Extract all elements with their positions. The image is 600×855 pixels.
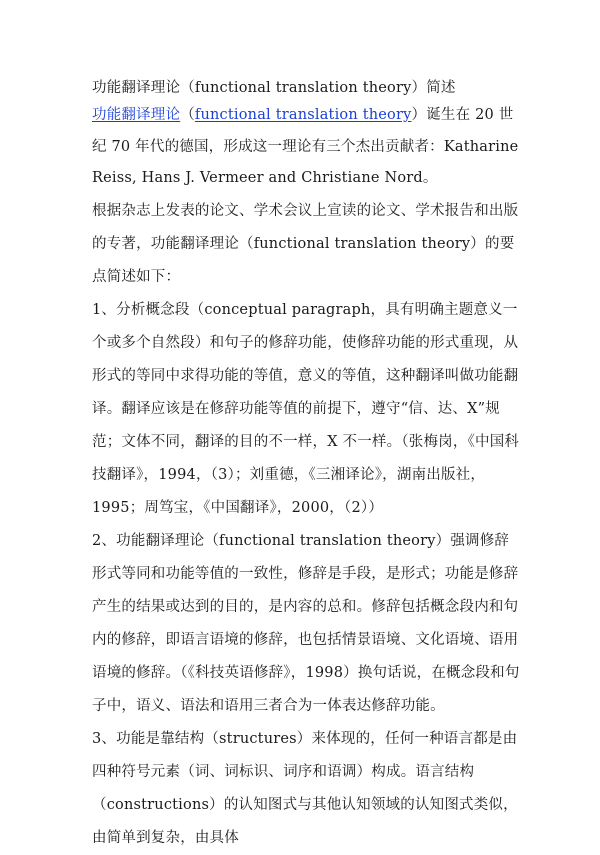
functional-translation-theory-link-en[interactable]: functional translation theory — [194, 107, 412, 123]
summary-intro-paragraph: 根据杂志上发表的论文、学术会议上宣读的论文、学术报告和出版的专著，功能翻译理论（functional translation theory）的要点简述如下： — [92, 202, 519, 285]
intro-paren-open: （ — [180, 107, 195, 123]
point-2-paragraph: 2、功能翻译理论（functional translation theory）强调修辞形式等同和功能等值的一致性，修辞是手段，是形式；功能是修辞产生的结果或达到的目的，是内容的总和。修辞包括概念段内和句内的修辞，即语言语境的修辞，也包括情景语境、文化语境、语用语境的修辞。（《科技英语修辞》，1998）换句话说，在概念段和句子中，语义、语法和语用三者合为一体表达修辞功能。 — [92, 532, 520, 714]
intro-paragraph — [92, 100, 522, 195]
intro-rest: ）诞生在 20 世纪 70 年代的德国，形成这一理论有三个杰出贡献者：Katharine Reiss, Hans J. Vermeer and Christiane Nord。 — [92, 107, 519, 186]
document-page — [92, 78, 522, 855]
document-title: 功能翻译理论（functional translation theory）简述 — [92, 80, 456, 96]
point-3-paragraph: 3、功能是靠结构（structures）来体现的，任何一种语言都是由四种符号元素（词、词标识、词序和语调）构成。语言结构（constructions）的认知图式与其他认知领域的认知图式类似，由简单到复杂，由具体 — [92, 730, 518, 846]
functional-translation-theory-link-cn[interactable]: 功能翻译理论 — [92, 107, 181, 123]
point-1-paragraph: 1、分析概念段（conceptual paragraph，具有明确主题意义一个或多个自然段）和句子的修辞功能，使修辞功能的形式重现，从形式的等同中求得功能的等值，意义的等值，这种翻译叫做功能翻译。翻译应该是在修辞功能等值的前提下，遵守“信、达、X”规范；文体不同，翻译的目的不一样，X 不一样。（张梅岗，《中国科技翻译》，1994，（3）；刘重德，《三湘译论》，湖南出版社，1995；周笃宝，《中国翻译》，2000，（2）） — [92, 301, 520, 516]
